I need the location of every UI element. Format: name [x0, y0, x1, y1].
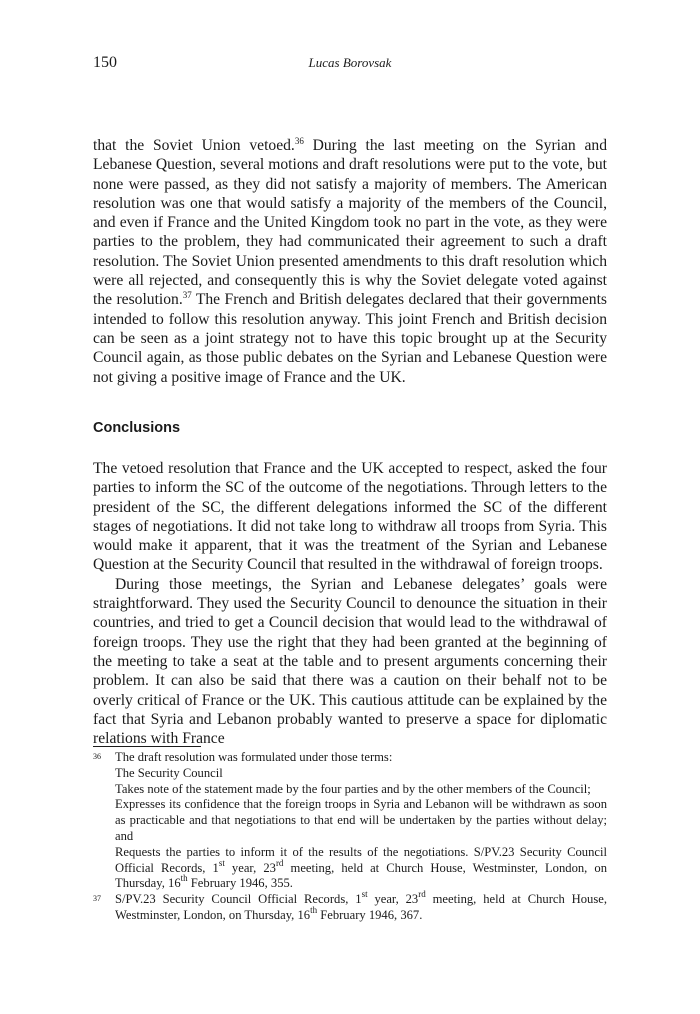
text-run: that the Soviet Union vetoed. — [93, 137, 295, 154]
text-run: February 1946, 355. — [187, 876, 293, 891]
ordinal-suffix: th — [180, 873, 188, 884]
ordinal-suffix: st — [218, 857, 225, 868]
running-head-author: Lucas Borovsak — [308, 55, 392, 70]
text-run: year, 23 — [367, 892, 419, 907]
footnote-line — [115, 845, 607, 892]
text-run: The French and British delegates declared that their governments intended to follow this resolution anyway. This joint French and British decision can be seen as a joint strategy not to have this topic brought up at the Security Council again, as those public debates on the Syrian and Lebanese Question were not giving a positive image of France and the UK. — [93, 291, 607, 386]
footnote-number: 37 — [93, 894, 101, 904]
ordinal-suffix: th — [310, 904, 318, 915]
footnotes — [93, 750, 607, 924]
paragraph: During those meetings, the Syrian and Lebanese delegates’ goals were straightforward. They used the Security Council to denounce the situation in their countries, and tried to get a Council decision that would lead to the withdrawal of foreign troops. They use the right that they had been granted at the beginning of the meeting to take a seat at the table and to present arguments concerning their problem. It can also be said that there was a caution on their behalf not to be overly critical of France or the UK. This cautious attitude can be explained by the fact that Syria and Lebanon probably wanted to preserve a space for diplomatic relations with France — [93, 575, 607, 748]
text-run: February 1946, 367. — [317, 907, 423, 922]
footnote-ref-36[interactable]: 36 — [294, 136, 304, 146]
footnote-line: Expresses its confidence that the foreign troops in Syria and Lebanon will be withdrawn as soon as practicable and that negotiations to that end will be undertaken by the parties without delay; and — [115, 797, 607, 843]
footnote-36 — [93, 750, 607, 892]
paragraph — [93, 136, 607, 387]
footnote-37 — [93, 889, 607, 924]
footnote-line: Takes note of the statement made by the four parties and by the other members of the Council; — [115, 781, 591, 796]
footnote-line: The draft resolution was formulated under those terms: — [115, 750, 393, 764]
text-run: During the last meeting on the Syrian and Lebanese Question, several motions and draft resolutions were put to the vote, but none were passed, as they did not satisfy a majority of members. The American resolution was one that would satisfy a majority of the members of the Council, and even if France and the United Kingdom took no part in the vote, as they were parties to the problem, they had communicated their agreement to such a draft resolution. The Soviet Union presented amendments to this draft resolution which were all rejected, and consequently this is why the Soviet delegate voted against the resolution. — [93, 137, 607, 309]
footnote-line: The Security Council — [115, 765, 223, 780]
text-run: meeting, held at Church House, Westminster, London, on Thursday, 16 — [115, 860, 607, 891]
body-text-top — [93, 136, 607, 387]
text-run: Requests the parties to inform it of the results of the negotiations. S/PV.23 Security Council Official Records, 1 — [115, 844, 607, 875]
paragraph: The vetoed resolution that France and the UK accepted to respect, asked the four parties to inform the SC of the outcome of the negotiations. Through letters to the president of the SC, the different delegations informed the SC of the different stages of negotiations. It did not take long to withdraw all troops from Syria. This would make it apparent, that it was the treatment of the Syrian and Lebanese Question at the Security Council that resulted in the withdrawal of foreign troops. — [93, 460, 607, 574]
text-run: meeting, held at Church House, Westminster, London, on Thursday, 16 — [115, 892, 607, 922]
footnote-ref-37[interactable]: 37 — [182, 290, 192, 301]
ordinal-suffix: st — [361, 889, 368, 900]
text-run: year, 23 — [224, 860, 276, 875]
footnote-number: 36 — [93, 752, 101, 761]
text-run: S/PV.23 Security Council Official Records, 1 — [115, 892, 362, 907]
footnote-separator — [93, 746, 201, 747]
section-heading-conclusions: Conclusions — [93, 420, 181, 436]
body-text-conclusions — [93, 459, 607, 748]
footnote-line — [115, 889, 607, 924]
ordinal-suffix: rd — [418, 889, 426, 900]
ordinal-suffix: rd — [275, 857, 284, 868]
page-number: 150 — [93, 54, 117, 71]
